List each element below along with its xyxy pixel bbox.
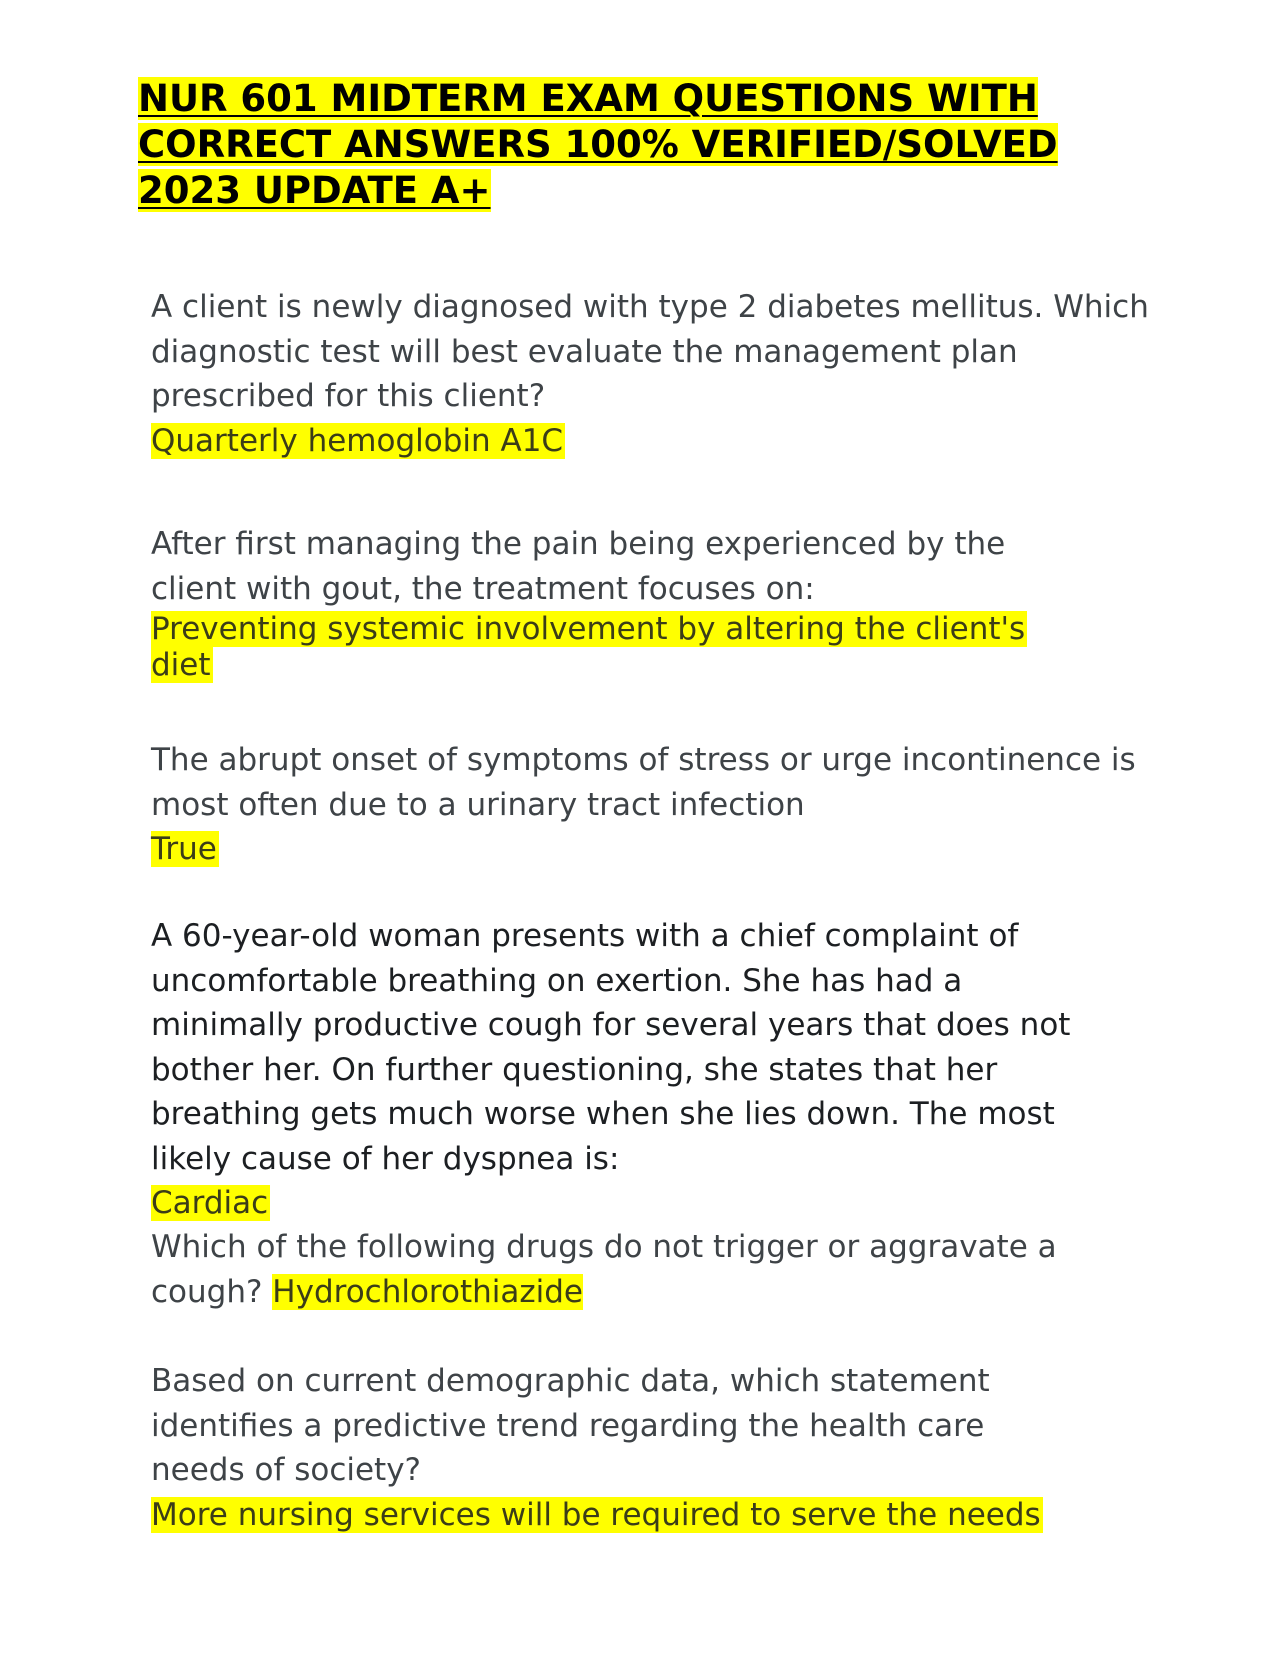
question-text: Based on current demographic data, which statement identifies a predictive trend regarding the health care needs of society? <box>151 1363 990 1488</box>
qa-block-1 <box>151 285 1151 463</box>
qa-block-6 <box>151 1359 1151 1537</box>
answer-text-line-1: Preventing systemic involvement by altering the client's <box>151 611 1026 647</box>
answer-text: Quarterly hemoglobin A1C <box>151 422 564 459</box>
question-text: A client is newly diagnosed with type 2 diabetes mellitus. Which diagnostic test will best evaluate the management plan prescribed for this client? <box>151 289 1149 414</box>
title-line-3: 2023 UPDATE A+ <box>138 169 491 212</box>
title-line-1: NUR 601 MIDTERM EXAM QUESTIONS WITH <box>138 77 1038 120</box>
qa-block-4 <box>151 914 1151 1226</box>
qa-block-2 <box>151 522 1151 683</box>
answer-text: Hydrochlorothiazide <box>272 1273 584 1310</box>
title-line-2: CORRECT ANSWERS 100% VERIFIED/SOLVED <box>138 123 1058 166</box>
answer-text-line-2: diet <box>151 647 211 683</box>
question-text: The abrupt onset of symptoms of stress or urge incontinence is most often due to a urinary tract infection <box>151 742 1136 823</box>
document-title <box>138 76 1138 214</box>
qa-block-5 <box>151 1225 1151 1314</box>
question-text: After first managing the pain being experienced by the client with gout, the treatment focuses on: <box>151 526 1006 607</box>
answer-text: More nursing services will be required to serve the needs <box>151 1496 1041 1533</box>
question-text: Which of the following drugs do not trigger or aggravate a cough? <box>151 1229 1057 1310</box>
answer-text: True <box>151 831 217 867</box>
qa-block-3 <box>151 738 1151 872</box>
answer-text: Cardiac <box>151 1185 269 1221</box>
question-text: A 60-year-old woman presents with a chief complaint of uncomfortable breathing on exertion. She has had a minimally productive cough for several years that does not bother her. On further questioning, she states that her breathing gets much worse when she lies down. The most likely cause of her dyspnea is: <box>151 918 1071 1177</box>
